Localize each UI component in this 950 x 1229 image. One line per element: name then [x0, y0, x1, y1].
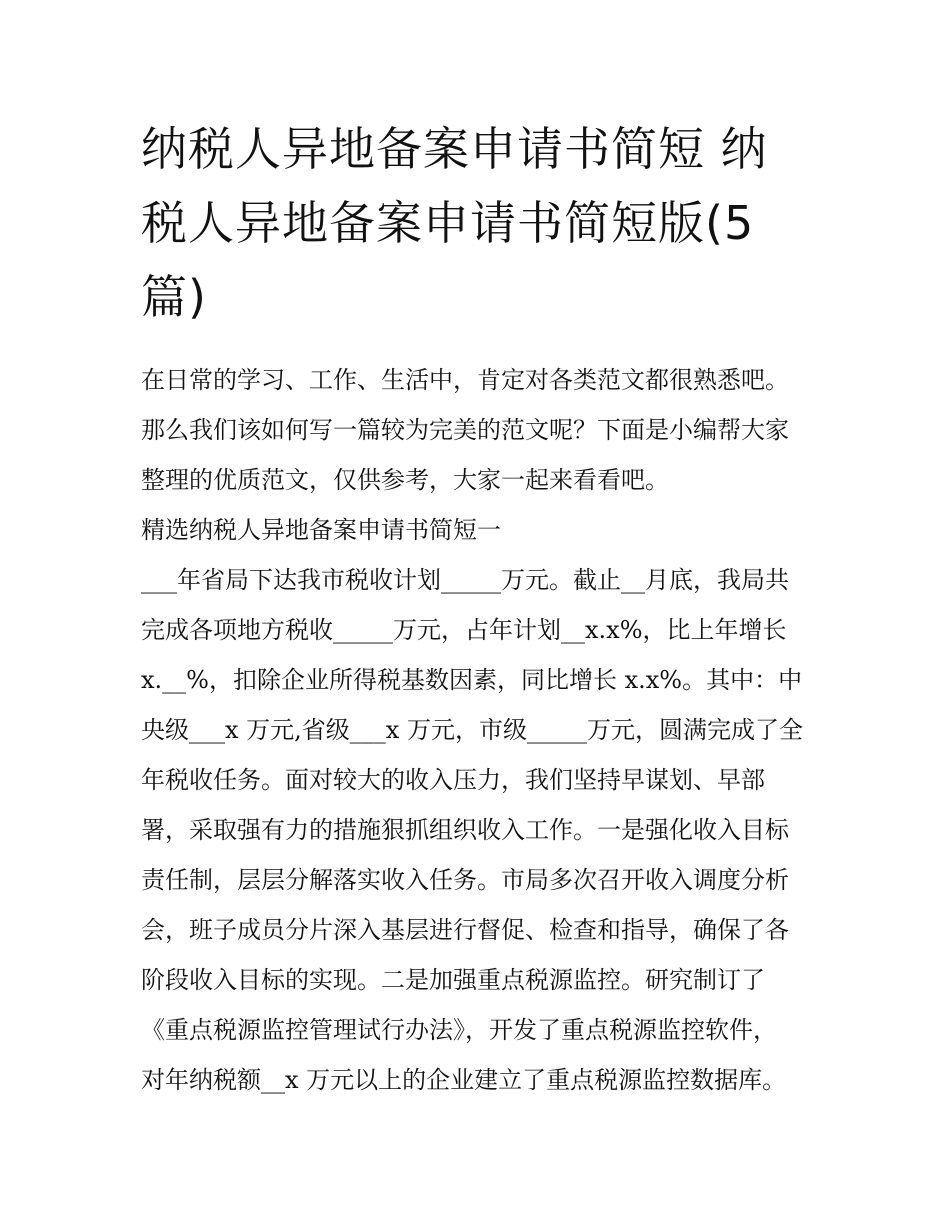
paragraph-line: 阶段收入目标的实现。二是加强重点税源监控。研究制订了	[141, 966, 765, 994]
paragraph-line: 年税收任务。面对较大的收入压力，我们坚持早谋划、早部	[141, 766, 765, 794]
paragraph-line: 央级___x 万元,省级___x 万元，市级_____万元，圆满完成了全	[141, 716, 803, 744]
title-line: 税人异地备案申请书简短版(5	[141, 196, 755, 250]
intro-line: 那么我们该如何写一篇较为完美的范文呢？下面是小编帮大家	[141, 416, 789, 444]
document-body	[141, 355, 821, 1105]
paragraph-line: 《重点税源监控管理试行办法》，开发了重点税源监控软件，	[141, 1016, 777, 1044]
title-line: 纳税人异地备案申请书简短 纳	[141, 122, 768, 176]
paragraph-line: 责任制，层层分解落实收入任务。市局多次召开收入调度分析	[141, 866, 789, 894]
intro-line: 在日常的学习、工作、生活中，肯定对各类范文都很熟悉吧。	[141, 366, 789, 394]
paragraph-line: 对年纳税额__x 万元以上的企业建立了重点税源监控数据库。	[141, 1066, 787, 1094]
paragraph-line: 会，班子成员分片深入基层进行督促、检查和指导，确保了各	[141, 916, 789, 944]
paragraph-line: 完成各项地方税收_____万元，占年计划__x.x%，比上年增长	[141, 616, 787, 644]
title-line: 篇)	[141, 270, 207, 324]
intro-line: 整理的优质范文，仅供参考，大家一起来看看吧。	[141, 466, 669, 494]
document-title	[141, 112, 821, 334]
paragraph-line: ___年省局下达我市税收计划_____万元。截止__月底，我局共	[141, 566, 789, 594]
section-heading: 精选纳税人异地备案申请书简短一	[141, 516, 501, 544]
paragraph-line: 署，采取强有力的措施狠抓组织收入工作。一是强化收入目标	[141, 816, 789, 844]
paragraph-line: x.__%，扣除企业所得税基数因素，同比增长 x.x%。其中：中	[141, 666, 803, 694]
